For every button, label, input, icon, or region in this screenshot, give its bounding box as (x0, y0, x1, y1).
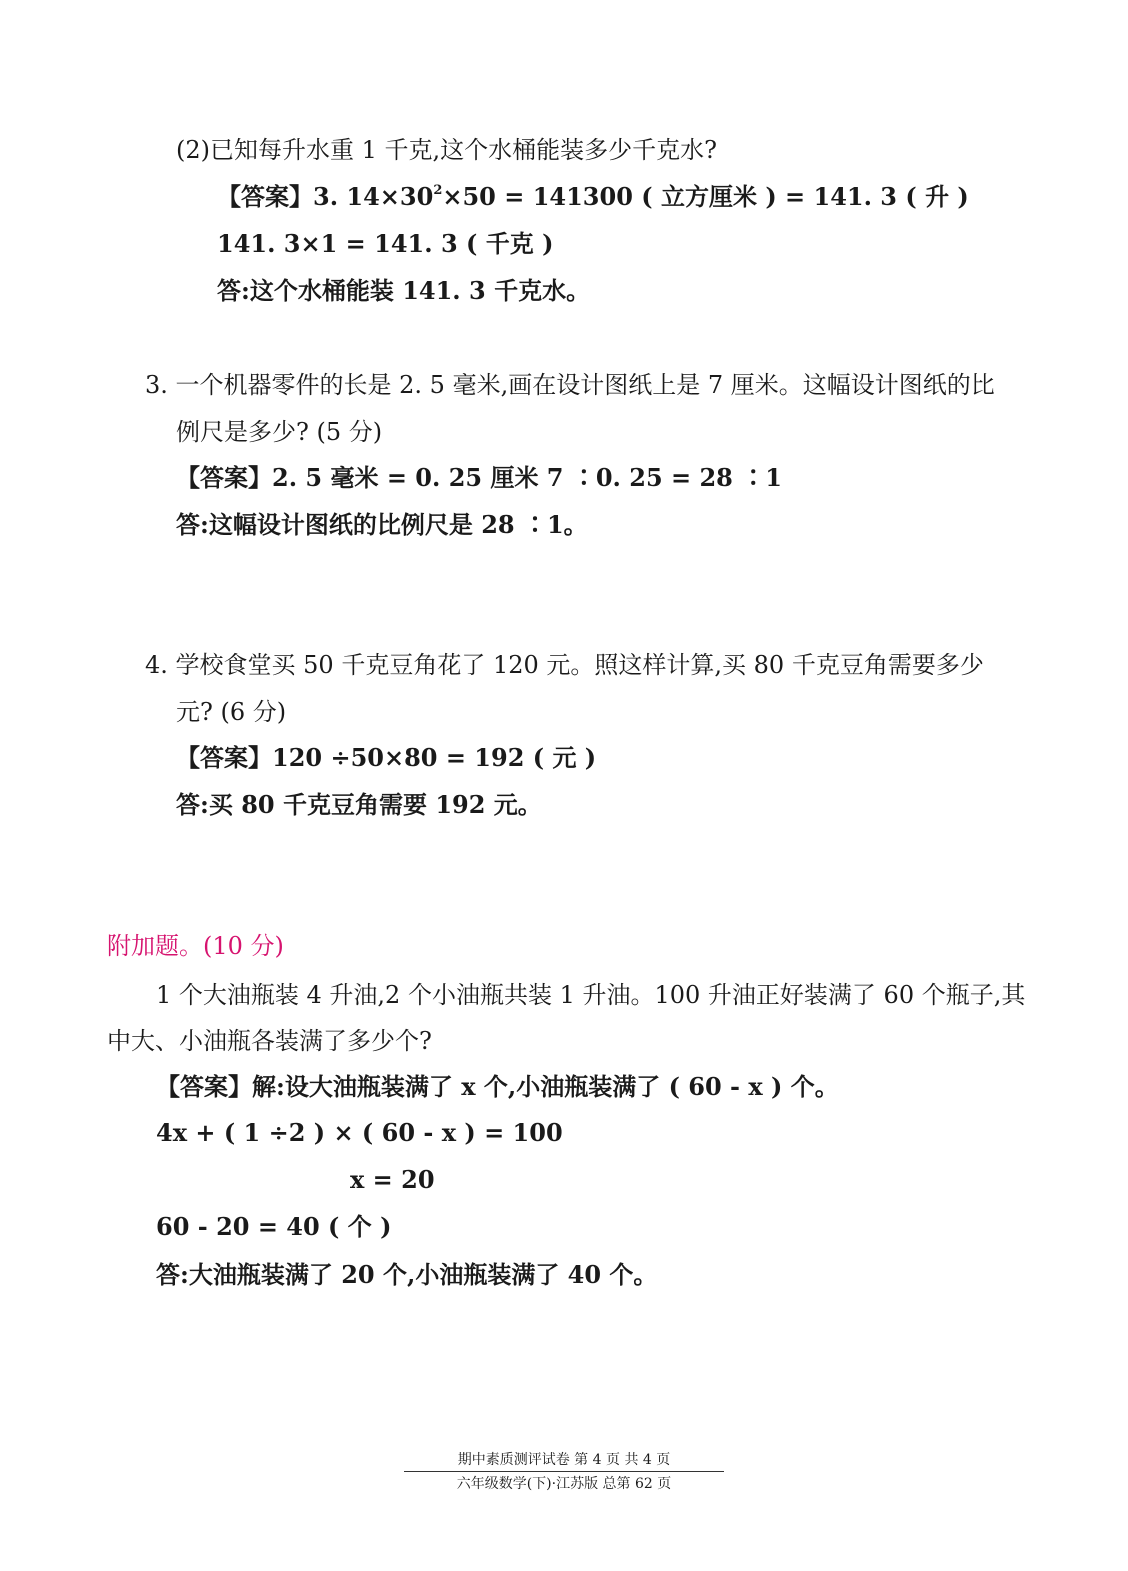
answer-formula-a: 3. 14×30 (313, 182, 434, 211)
answer-label: 【答案】 (217, 182, 313, 211)
answer-label: 【答案】 (176, 743, 272, 772)
answer-exponent: 2 (433, 183, 443, 198)
bonus-answer-line1 (156, 1072, 839, 1102)
q4-answer-line1 (176, 743, 596, 773)
q4-answer-line2: 答:买 80 千克豆角需要 192 元。 (176, 790, 542, 819)
bonus-answer-equation: 4x + ( 1 ÷2 ) × ( 60 - x ) = 100 (156, 1118, 563, 1147)
q3-answer-line2: 答:这幅设计图纸的比例尺是 28 ∶1。 (176, 510, 588, 539)
q4-question-line2: 元? (6 分) (176, 698, 287, 726)
answer-label: 【答案】 (176, 463, 272, 492)
q3-question-line1: 3. 一个机器零件的长是 2. 5 毫米,画在设计图纸上是 7 厘米。这幅设计图纸的比 (145, 371, 995, 399)
bonus-answer-solution: x = 20 (350, 1165, 435, 1194)
bonus-answer-subtraction: 60 - 20 = 40 ( 个 ) (156, 1212, 392, 1241)
bonus-question-line2: 中大、小油瓶各装满了多少个? (107, 1027, 432, 1055)
footer-divider (404, 1471, 724, 1472)
q3-question-line2: 例尺是多少? (5 分) (176, 418, 383, 446)
footer-page-info: 期中素质测评试卷 第 4 页 共 4 页 (457, 1452, 671, 1468)
footer-book-info: 六年级数学(下)·江苏版 总第 62 页 (456, 1476, 672, 1492)
answer-formula-b: ×50 = 141300 ( 立方厘米 ) = 141. 3 ( 升 ) (442, 182, 969, 211)
bonus-answer-conclusion: 答:大油瓶装满了 20 个,小油瓶装满了 40 个。 (156, 1260, 658, 1289)
bonus-heading: 附加题。(10 分) (107, 932, 284, 960)
q3-answer-line1 (176, 463, 782, 493)
answer-formula: 2. 5 毫米 = 0. 25 厘米 7 ∶0. 25 = 28 ∶1 (272, 463, 782, 492)
bonus-question-line1: 1 个大油瓶装 4 升油,2 个小油瓶共装 1 升油。100 升油正好装满了 60 个瓶子,其 (156, 981, 1026, 1009)
q2-2-answer-line3: 答:这个水桶能装 141. 3 千克水。 (217, 276, 591, 305)
answer-label: 【答案】 (156, 1072, 252, 1101)
answer-formula: 120 ÷50×80 = 192 ( 元 ) (272, 743, 597, 772)
answer-setup: 解:设大油瓶装满了 x 个,小油瓶装满了 ( 60 - x ) 个。 (252, 1072, 839, 1101)
q4-question-line1: 4. 学校食堂买 50 千克豆角花了 120 元。照这样计算,买 80 千克豆角需要多少 (145, 651, 984, 679)
q2-2-answer-line1 (217, 182, 969, 212)
q2-2-answer-line2: 141. 3×1 = 141. 3 ( 千克 ) (217, 229, 554, 258)
q2-2-question: (2)已知每升水重 1 千克,这个水桶能装多少千克水? (176, 136, 718, 164)
